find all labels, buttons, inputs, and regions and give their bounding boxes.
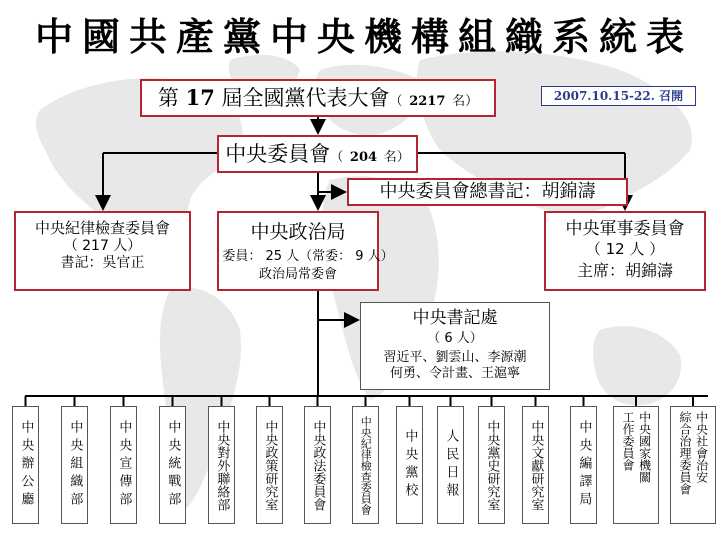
dept-label: 中央文獻研究室 bbox=[528, 419, 544, 511]
secretariat-members-line1: 習近平、劉雲山、李源潮 bbox=[383, 349, 527, 365]
dept-label: 中央宣傳部 bbox=[116, 420, 132, 510]
dept-label: 中央對外聯絡部 bbox=[214, 419, 230, 511]
cc-unit: 名 bbox=[383, 150, 397, 165]
discipline-secretary: 書記：吳官正 bbox=[60, 255, 145, 272]
congress-paren-open: （ bbox=[389, 94, 403, 109]
congress-unit: 名 bbox=[452, 94, 466, 109]
dept-box-7 bbox=[304, 406, 331, 524]
dept-box-12 bbox=[522, 406, 549, 524]
cc-label: 中央委員會 bbox=[225, 142, 331, 166]
congress-count: 2217 bbox=[409, 94, 446, 109]
dept-label-col2: 中央社會治安 bbox=[694, 411, 709, 483]
dept-label-col1: 工作委員會 bbox=[621, 411, 635, 471]
dept-label: 中央紀律檢查委員會 bbox=[359, 415, 373, 515]
dept-box-11 bbox=[478, 406, 505, 524]
central-committee-box bbox=[217, 135, 418, 173]
dept-label-col1: 綜合治理委員會 bbox=[678, 411, 692, 495]
congress-number: 17 bbox=[185, 85, 215, 110]
dept-label: 中央政策研究室 bbox=[262, 419, 278, 511]
secretariat-count: （ 6 人） bbox=[427, 331, 483, 347]
military-count: （ 12 人 ） bbox=[585, 240, 665, 259]
dept-box-6 bbox=[256, 406, 283, 524]
dept-box-10 bbox=[437, 406, 464, 524]
dept-label: 中央辦公廳 bbox=[18, 420, 34, 510]
congress-paren-close: ） bbox=[465, 94, 479, 109]
military-commission-box bbox=[544, 211, 706, 291]
dept-label: 中央黨史研究室 bbox=[484, 419, 500, 511]
dept-box-13 bbox=[570, 406, 597, 524]
dept-label: 中央組織部 bbox=[67, 420, 83, 510]
convening-date-badge: 2007.10.15-22. 召開 bbox=[541, 86, 696, 106]
military-name: 中央軍事委員會 bbox=[565, 219, 685, 239]
dept-label: 中央黨校 bbox=[402, 429, 418, 501]
discipline-count: （ 217 人） bbox=[63, 237, 142, 254]
discipline-name: 中央紀律檢查委員會 bbox=[34, 219, 170, 237]
dept-box-8 bbox=[352, 406, 379, 524]
national-congress-box bbox=[140, 79, 496, 117]
dept-box-14 bbox=[613, 406, 659, 524]
dept-box-9 bbox=[396, 406, 423, 524]
cc-paren-open: （ bbox=[330, 150, 344, 165]
dept-box-2 bbox=[61, 406, 88, 524]
dept-box-5 bbox=[208, 406, 235, 524]
cc-paren-close: ） bbox=[396, 150, 410, 165]
politburo-name: 中央政治局 bbox=[250, 221, 346, 243]
politburo-members: 委員： 25 人（常委： 9 人） bbox=[222, 248, 394, 264]
dept-label: 中央編譯局 bbox=[576, 420, 592, 510]
politburo-box bbox=[217, 211, 394, 291]
military-chair: 主席：胡錦濤 bbox=[576, 261, 673, 280]
politburo-standing: 政治局常委會 bbox=[258, 267, 337, 282]
dept-label: 人民日報 bbox=[443, 429, 459, 501]
dept-label: 中央政法委員會 bbox=[310, 419, 326, 511]
secretariat-box bbox=[360, 302, 550, 390]
secretariat-members-line2: 何勇、令計畫、王滬寧 bbox=[389, 365, 520, 381]
congress-label: 屆全國黨代表大會 bbox=[221, 86, 390, 110]
congress-prefix: 第 bbox=[157, 86, 179, 110]
discipline-commission-box bbox=[14, 211, 191, 291]
cc-count: 204 bbox=[349, 150, 378, 165]
page-title: 中國共產黨中央機構組織系統表 bbox=[34, 15, 693, 59]
dept-box-15 bbox=[670, 406, 716, 524]
dept-box-4 bbox=[159, 406, 186, 524]
dept-label-col2: 中央國家機關 bbox=[637, 411, 652, 483]
general-secretary-box: 中央委員會總書記：胡錦濤 bbox=[347, 178, 628, 206]
secretariat-name: 中央書記處 bbox=[412, 308, 498, 328]
dept-box-1 bbox=[12, 406, 39, 524]
dept-label: 中央統戰部 bbox=[165, 420, 181, 510]
dept-box-3 bbox=[110, 406, 137, 524]
